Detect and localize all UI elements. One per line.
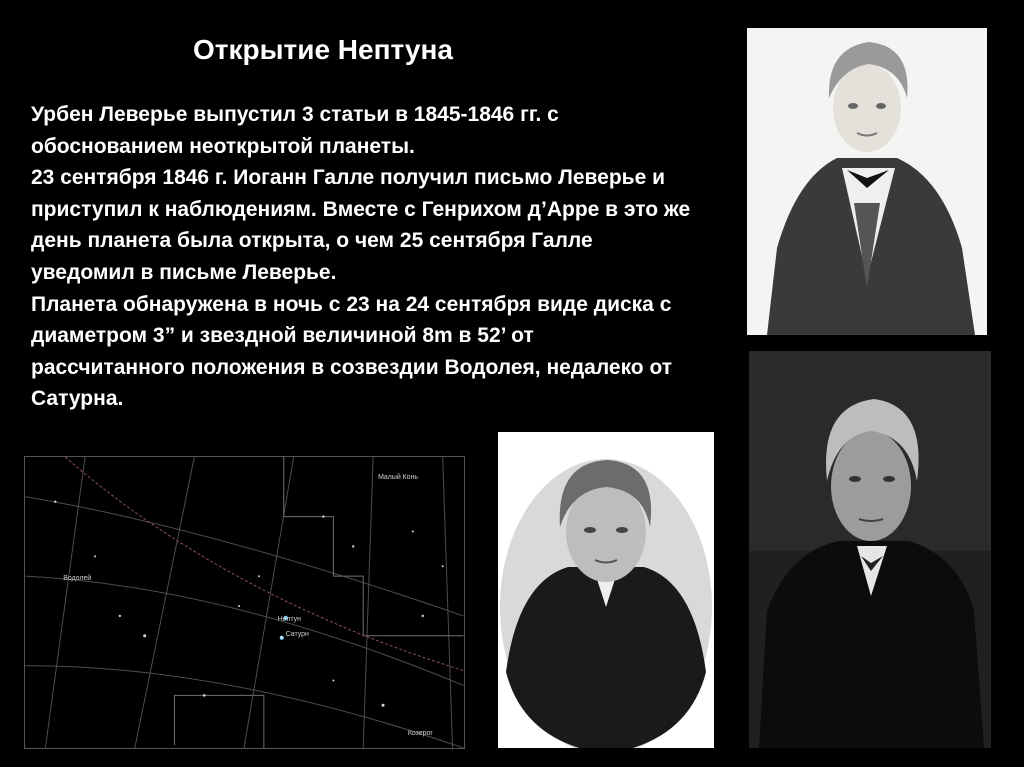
paragraph-galle: 23 сентября 1846 г. Иоганн Галле получил письмо Леверье и приступил к наблюдениям. Вместе с Генрихом д’Арре в это же день планета была открыта, о чем 25 сентября Галле уведомил в письме Леверье. <box>31 166 691 284</box>
capricorn-label: Козерог <box>407 730 433 738</box>
slide-title: Открытие Нептуна <box>193 34 453 65</box>
leverrier-portrait <box>747 28 987 335</box>
darrest-portrait <box>749 351 991 748</box>
neptune-label: Нептун <box>277 615 301 623</box>
little-horse-label: Малый Конь <box>378 473 418 481</box>
star-chart <box>24 456 465 749</box>
aquarius-label: Водолей <box>63 575 92 583</box>
slide-body-text <box>31 99 691 415</box>
galle-portrait <box>498 432 714 748</box>
saturn-label: Сатурн <box>285 630 309 638</box>
paragraph-leverrier: Урбен Леверье выпустил 3 статьи в 1845-1846 гг. с обоснованием неоткрытой планеты. <box>31 103 559 158</box>
paragraph-observation: Планета обнаружена в ночь с 23 на 24 сентября виде диска с диаметром 3” и звездной величиной 8m в 52’ от рассчитанного положения в созвездии Водолея, недалеко от Сатурна. <box>31 292 673 411</box>
